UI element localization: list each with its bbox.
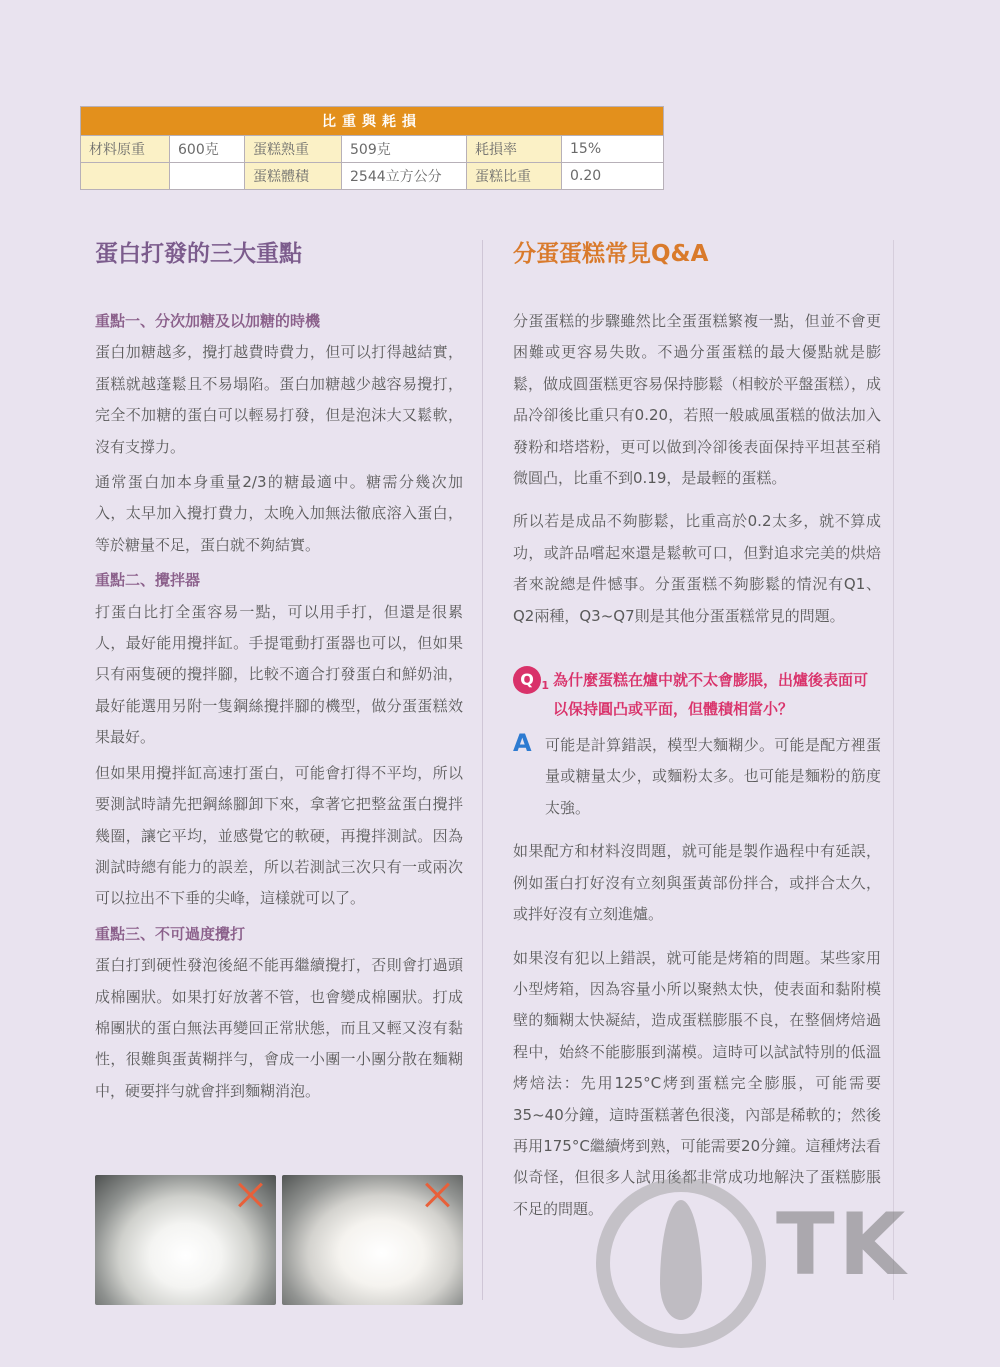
table-cell: 509克 [342, 136, 467, 163]
table-cell: 0.20 [562, 163, 664, 190]
paragraph: 如果沒有犯以上錯誤，就可能是烤箱的問題。某些家用小型烤箱，因為容量小所以聚熱太快，使表面和黏附模壁的麵糊太快凝結，造成蛋糕膨脹不良，在整個烤焙過程中，始終不能膨脹到滿模。這時可以試試特別的低溫烤焙法：先用125°C烤到蛋糕完全膨脹，可能需要35~40分鐘，這時蛋糕著色很淺，內部是稀軟的；然後再用175°C繼續烤到熟，可能需要20分鐘。這種烤法看似奇怪，但很多人試用後都非常成功地解決了蛋糕膨脹不足的問題。 [513, 948, 881, 1218]
table-row [81, 136, 664, 163]
paragraph: 分蛋蛋糕的步驟雖然比全蛋蛋糕繁複一點，但並不會更困難或更容易失敗。不過分蛋蛋糕的最大優點就是膨鬆，做成圓蛋糕更容易保持膨鬆（相較於平盤蛋糕），成品冷卻後比重只有0.20，若照一般戚風蛋糕的做法加入發粉和塔塔粉，更可以做到冷卻後表面保持平坦甚至稍微圓凸，比重不到0.19，是最輕的蛋糕。 [513, 312, 881, 488]
table-cell: 2544立方公分 [342, 163, 467, 190]
left-column [95, 232, 463, 1111]
right-column [513, 232, 881, 1237]
paragraph: 但如果用攪拌缸高速打蛋白，可能會打得不平均，所以要測試時請先把鋼絲腳卸下來，拿著它把整盆蛋白攪拌幾圈，讓它平均，並感覺它的軟硬，再攪拌測試。因為測試時總有能力的誤差，所以若測試三次只有一或兩次可以拉出不下垂的尖峰，這樣就可以了。 [95, 763, 463, 908]
paragraph: 通常蛋白加本身重量2/3的糖最適中。糖需分幾次加入，太早加入攪打費力，太晚入加無法徹底溶入蛋白，等於糖量不足，蛋白就不夠結實。 [95, 473, 463, 554]
section-heading: 分蛋蛋糕常見Q&A [513, 241, 709, 267]
paragraph: 所以若是成品不夠膨鬆，比重高於0.2太多，就不算成功，或許品嚐起來還是鬆軟可口，但對追求完美的烘焙者來說總是件憾事。分蛋蛋糕不夠膨鬆的情況有Q1、Q2兩種，Q3~Q7則是其他分蛋蛋糕常見的問題。 [513, 512, 881, 625]
column-divider [482, 240, 483, 1300]
table-title: 比重與耗損 [81, 107, 664, 136]
question-text: 為什麼蛋糕在爐中就不太會膨脹，出爐後表面可以保持圓凸或平面，但體積相當小？ [553, 671, 869, 719]
red-x-icon [236, 1181, 264, 1209]
point-two-title: 重點二、攪拌器 [95, 571, 201, 590]
paragraph: 蛋白打到硬性發泡後絕不能再繼續攪打，否則會打過頭成棉團狀。如果打好放著不管，也會變成棉團狀。打成棉團狀的蛋白無法再變回正常狀態，而且又輕又沒有黏性，很難與蛋黃糊拌勻，會成一小團一小團分散在麵糊中，硬要拌勻就會拌到麵糊消泡。 [95, 956, 463, 1100]
paragraph: 打蛋白比打全蛋容易一點，可以用手打，但還是很累人，最好能用攪拌缸。手提電動打蛋器也可以，但如果只有兩隻硬的攪拌腳，比較不適合打發蛋白和鮮奶油，最好能選用另附一隻鋼絲攪拌腳的機型，做分蛋蛋糕效果最好。 [95, 602, 463, 747]
point-one-title: 重點一、分次加糖及以加糖的時機 [95, 312, 321, 330]
point-three-title: 重點三、不可過度攪打 [95, 924, 246, 943]
overbeaten-egg-white-photo [95, 1175, 276, 1305]
paragraph: 如果配方和材料沒問題，就可能是製作過程中有延誤，例如蛋白打好沒有立刻與蛋黃部份拌合，或拌合太久，或拌好沒有立刻進爐。 [513, 842, 881, 924]
section-heading: 蛋白打發的三大重點 [95, 241, 302, 267]
table-cell: 蛋糕比重 [467, 163, 562, 190]
table-cell [170, 163, 245, 190]
table-cell: 材料原重 [81, 136, 170, 163]
table-row [81, 163, 664, 190]
table-cell: 600克 [170, 136, 245, 163]
paragraph: 蛋白加糖越多，攪打越費時費力，但可以打得越結實，蛋糕就越蓬鬆且不易塌陷。蛋白加糖越少越容易攪打，完全不加糖的蛋白可以輕易打發，但是泡沫大又鬆軟，沒有支撐力。 [95, 343, 463, 456]
answer-block [513, 730, 881, 836]
watermark-text: TK [776, 1195, 910, 1295]
question-block [513, 666, 881, 724]
question-icon: Q 1 [513, 666, 541, 694]
table-cell: 蛋糕體積 [245, 163, 342, 190]
red-x-icon [423, 1181, 451, 1209]
answer-text: 可能是計算錯誤，模型大麵糊少。可能是配方裡蛋量或糖量太少，或麵粉太多。也可能是麵粉的筋度太強。 [545, 736, 881, 817]
table-cell: 15% [562, 136, 664, 163]
table-cell [81, 163, 170, 190]
weight-loss-table [80, 106, 664, 190]
right-margin-rule [893, 240, 894, 1300]
overbeaten-egg-white-photo [282, 1175, 463, 1305]
answer-icon: A [513, 729, 532, 758]
table-cell: 蛋糕熟重 [245, 136, 342, 163]
table-cell: 耗損率 [467, 136, 562, 163]
